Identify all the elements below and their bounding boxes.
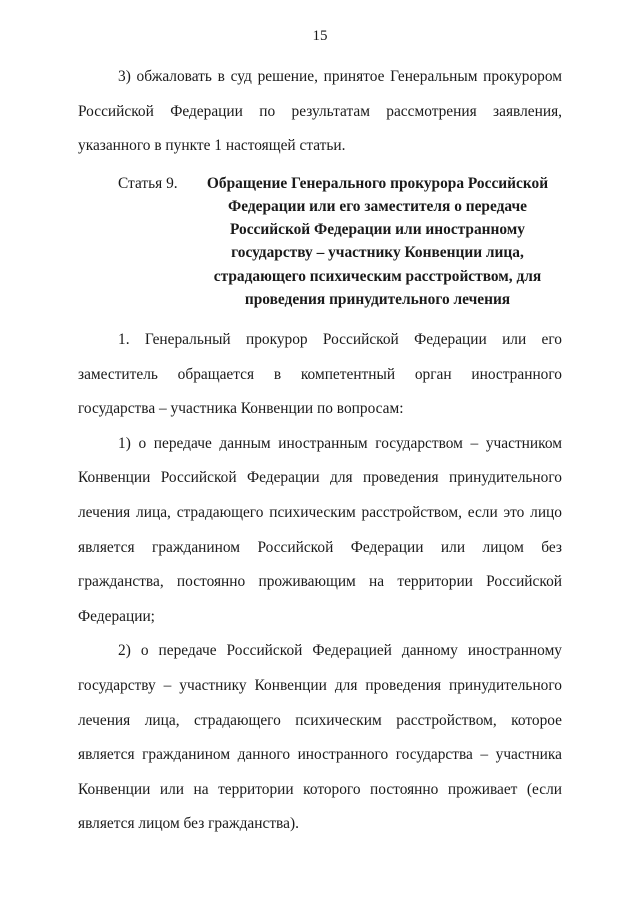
page-number: 15 <box>312 28 328 44</box>
paragraph-1: 1. Генеральный прокурор Российской Федерации или его заместитель обращается в компетентный орган иностранного государства – участника Конвенции по вопросам: <box>78 331 562 418</box>
paragraph-appeal: 3) обжаловать в суд решение, принятое Генеральным прокурором Российской Федерации по результатам рассмотрения заявления, указанного в пункте 1 настоящей статьи. <box>78 68 562 155</box>
paragraph-1-2: 2) о передаче Российской Федерацией данному иностранному государству – участнику Конвенции для проведения принудительного лечения лица, страдающего психическим расстройством, которое является гражданином данного иностранного государства – участника Конвенции или на территории которого постоянно проживает (если является лицом без гражданства). <box>78 642 562 833</box>
article-label: Статья 9. <box>118 174 178 192</box>
document-body <box>78 60 562 842</box>
paragraph-1-1: 1) о передаче данным иностранным государством – участником Конвенции Российской Федерации для проведения принудительного лечения лица, страдающего психическим расстройством, если это лицо является гражданином Российской Федерации или лицом без гражданства, постоянно проживающим на территории Российской Федерации; <box>78 434 562 625</box>
article-heading <box>118 164 562 323</box>
article-title: Обращение Генерального прокурора Российской Федерации или его заместителя о передаче Российской Федерации или иностранному государству – участнику Конвенции лица, страдающего психическим расстройством, для проведения принудительного лечения <box>206 174 549 308</box>
